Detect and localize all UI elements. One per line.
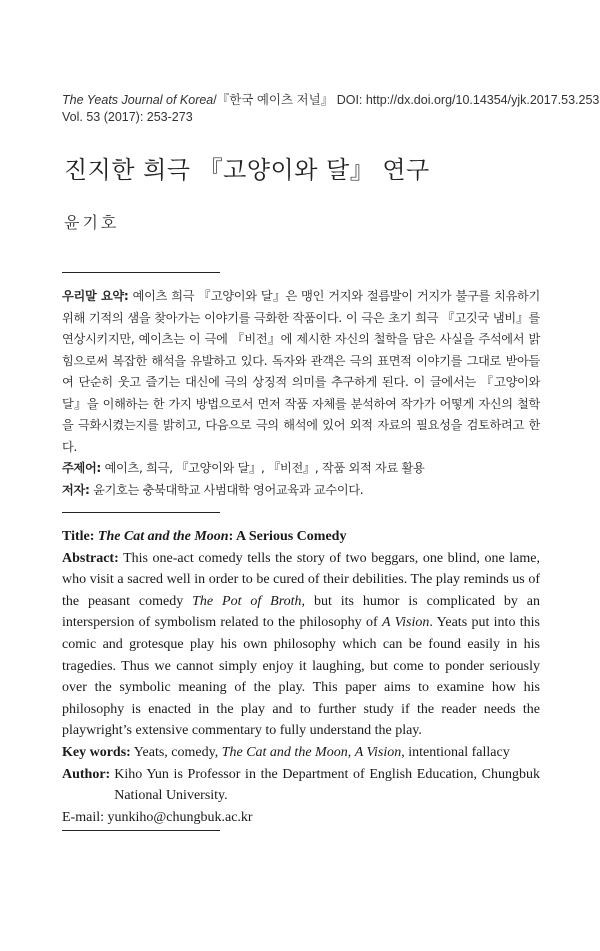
section-divider bbox=[62, 830, 220, 831]
english-abstract-text: , but its humor is complicated by an interspersion of symbolism related to the philosophy of bbox=[62, 593, 541, 631]
english-keywords bbox=[62, 742, 540, 764]
korean-author-text: 윤기호는 충북대학교 사범대학 영어교육과 교수이다. bbox=[89, 482, 364, 497]
english-abstract bbox=[62, 548, 540, 742]
english-abstract-text: . Yeats put into this comic and grotesque play his own philosophy which can be found easily in his tragedies. Thus we cannot simply enjoy it laughing, but come to ponder seriously over the symbolic meaning of the play. This paper aims to examine how his philosophy is enacted in the play and to further study if the reader needs the playwright’s extensive commentary to fully understand the play. bbox=[62, 615, 540, 739]
english-keywords-text: Yeats, comedy, bbox=[130, 744, 222, 760]
english-abstract-italic: A Vision bbox=[381, 615, 430, 631]
english-title-rest: : A Serious Comedy bbox=[228, 529, 347, 544]
english-author bbox=[62, 764, 540, 807]
korean-keywords bbox=[62, 458, 540, 480]
journal-name-korean: /『한국 예이츠 저널』 bbox=[213, 93, 334, 107]
korean-author bbox=[62, 480, 540, 502]
korean-abstract bbox=[62, 286, 540, 458]
korean-keywords-text: 예이츠, 희극, 『고양이와 달』, 『비전』, 작품 외적 자료 활용 bbox=[101, 461, 425, 475]
korean-keywords-label: 주제어: bbox=[62, 461, 101, 475]
english-title bbox=[62, 526, 540, 548]
section-divider bbox=[62, 272, 220, 273]
english-author-text: Kiho Yun is Professor in the Department of English Education, Chungbuk National University. bbox=[114, 766, 540, 804]
paper-title-korean: 진지한 희극 『고양이와 달』 연구 bbox=[64, 156, 430, 184]
english-abstract-section bbox=[62, 526, 540, 828]
korean-abstract-label: 우리말 요약: bbox=[62, 289, 129, 303]
section-divider bbox=[62, 512, 220, 513]
english-keywords-label: Key words: bbox=[62, 744, 131, 760]
english-author-label: Author: bbox=[62, 766, 111, 782]
english-keywords-italic: A Vision bbox=[354, 744, 402, 760]
english-abstract-label: Abstract: bbox=[62, 550, 119, 566]
doi-link[interactable]: DOI: http://dx.doi.org/10.14354/yjk.2017.53.253 bbox=[333, 93, 600, 107]
english-title-italic: The Cat and the Moon bbox=[97, 529, 229, 544]
english-abstract-italic: The Pot of Broth bbox=[192, 593, 302, 609]
author-name-korean: 윤기호 bbox=[64, 213, 120, 232]
english-keywords-italic: The Cat and the Moon bbox=[221, 744, 348, 760]
volume-info: Vol. 53 (2017): 253-273 bbox=[62, 110, 193, 124]
english-keywords-text: , bbox=[347, 744, 355, 760]
korean-author-label: 저자: bbox=[62, 482, 90, 497]
author-email[interactable]: E-mail: yunkiho@chungbuk.ac.kr bbox=[62, 809, 253, 825]
journal-name: The Yeats Journal of Korea bbox=[62, 93, 214, 107]
english-keywords-text: , intentional fallacy bbox=[401, 744, 510, 760]
english-abstract-text: This one-act comedy tells the story of two beggars, one blind, one lame, who visit a sacred well in order to be cured of their debilities. The play reminds us of the peasant comedy bbox=[62, 550, 540, 609]
journal-citation-line bbox=[62, 92, 600, 109]
korean-abstract-section bbox=[62, 286, 540, 501]
korean-abstract-text: 예이츠 희극 『고양이와 달』은 맹인 거지와 절름발이 거지가 불구를 치유하기 위해 기적의 샘을 찾아가는 이야기를 극화한 작품이다. 이 극은 초기 희극 『고깃국 냄비』를 연상시키지만, 예이츠는 이 극에 『비전』에 제시한 자신의 철학을 담은 사실을 주석에서 밝힘으로써 복잡한 해석을 유발하고 있다. 독자와 관객은 극의 표면적 이야기를 그대로 받아들여 단순히 웃고 즐기는 대신에 극의 상징적 의미를 추구하게 된다. 이 글에서는 『고양이와 달』을 이해하는 한 가지 방법으로서 먼저 작품 자체를 분석하여 작가가 어떻게 자신의 철학을 극화시켰는지를 밝히고, 다음으로 극의 해석에 있어 외적 자료의 필요성을 검토하려고 한다. bbox=[62, 289, 540, 454]
journal-header bbox=[62, 92, 600, 126]
english-title-label: Title: bbox=[62, 529, 95, 544]
